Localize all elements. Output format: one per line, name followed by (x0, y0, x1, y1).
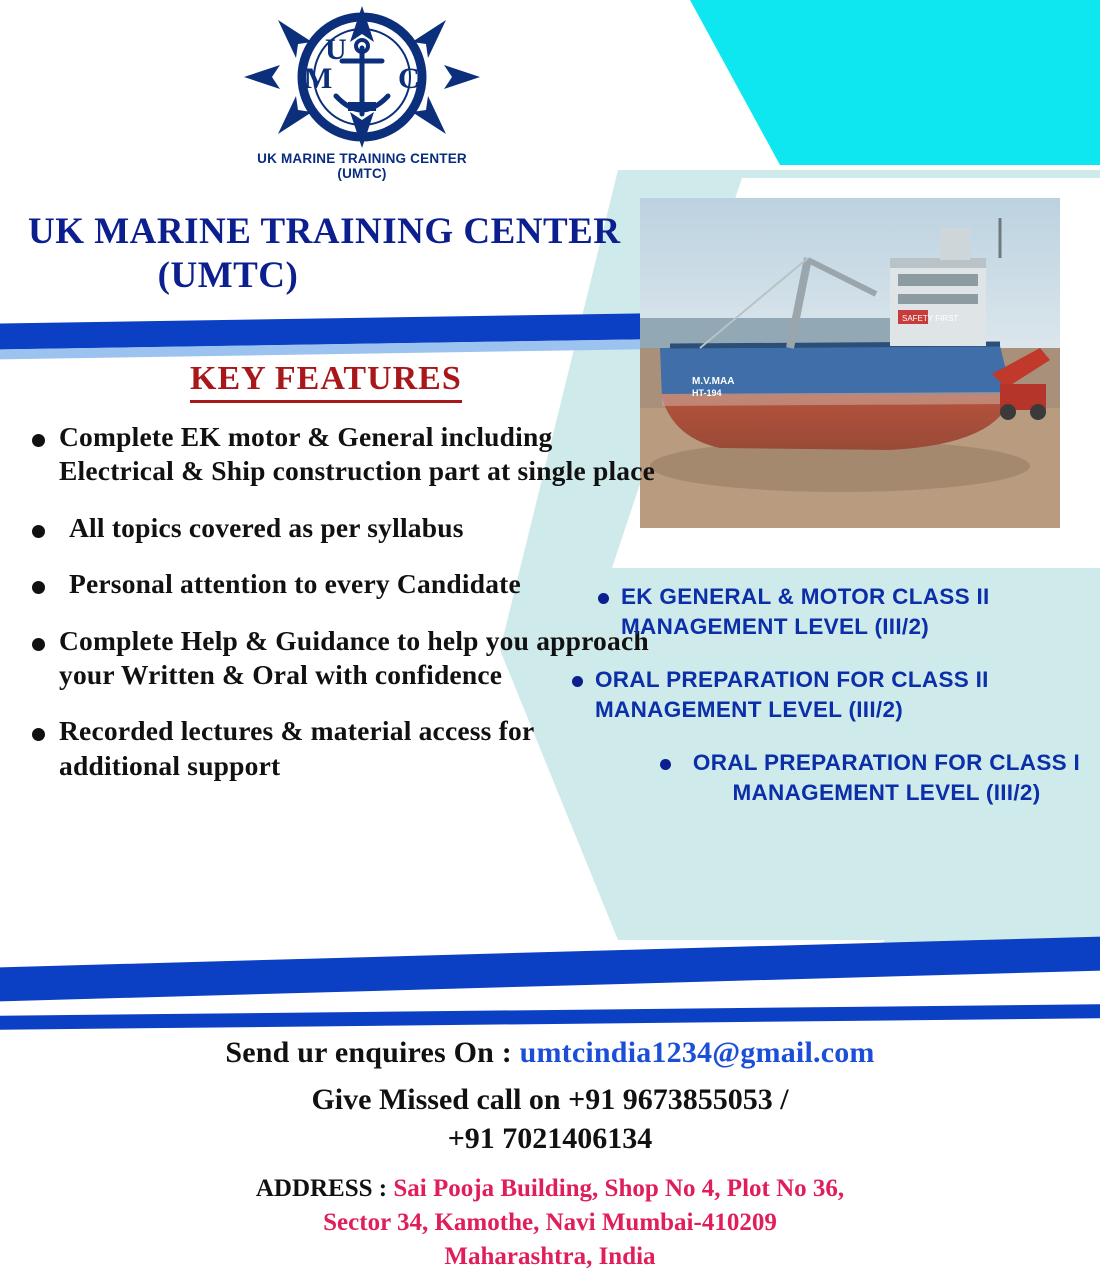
bullet-icon (32, 638, 45, 651)
address-separator: : (372, 1175, 394, 1202)
page-title-line2: (UMTC) (157, 254, 299, 296)
logo (232, 4, 492, 184)
address-line-3: Maharashtra, India (444, 1242, 656, 1270)
bullet-icon (32, 581, 45, 594)
bullet-icon (598, 593, 609, 604)
svg-text:M: M (304, 62, 333, 95)
feature-text: Complete Help & Guidance to help you approach your Written & Oral with confidence (59, 624, 649, 690)
feature-text: Complete EK motor & General including Electrical & Ship construction part at single place (59, 421, 656, 487)
blue-divider-bottom-secondary (0, 1004, 1100, 1030)
bullet-icon (32, 525, 45, 538)
missed-call-line (0, 1080, 1100, 1158)
feature-text: Recorded lectures & material access for additional support (59, 715, 534, 781)
enquiry-label: Send ur enquires On : (225, 1036, 520, 1069)
email-link[interactable]: umtcindia1234@gmail.com (519, 1036, 875, 1069)
page-title-line1: UK MARINE TRAINING CENTER (28, 211, 621, 252)
address-label: ADDRESS (255, 1175, 373, 1202)
feature-text: Personal attention to every Candidate (69, 568, 521, 600)
address-line-2: Sector 34, Kamothe, Navi Mumbai-410209 (323, 1208, 777, 1236)
svg-text:HT-194: HT-194 (692, 388, 722, 398)
feature-text: All topics covered as per syllabus (69, 511, 464, 543)
svg-text:U: U (325, 33, 347, 66)
list-item (18, 420, 658, 489)
list-item (560, 582, 1090, 643)
bullet-icon (572, 676, 583, 687)
list-item (560, 665, 1090, 726)
bullet-icon (32, 434, 45, 447)
svg-text:M.V.MAA: M.V.MAA (692, 376, 735, 387)
blue-divider-bottom (0, 936, 1100, 1001)
enquiry-line (0, 1036, 1100, 1070)
list-item (18, 511, 658, 545)
compass-anchor-logo-icon (238, 4, 486, 154)
bullet-icon (660, 759, 671, 770)
logo-caption: UK MARINE TRAINING CENTER (UMTC) (257, 151, 467, 181)
courses-list (560, 582, 1090, 830)
missed-call-line2[interactable]: +91 7021406134 (447, 1122, 653, 1155)
cyan-corner-shape (690, 0, 1100, 165)
bullet-icon (32, 728, 45, 741)
course-text: EK GENERAL & MOTOR CLASS II MANAGEMENT LEVEL (III/2) (621, 584, 990, 640)
address-line-1: Sai Pooja Building, Shop No 4, Plot No 36, (393, 1175, 845, 1202)
missed-call-line1[interactable]: Give Missed call on +91 9673855053 / (311, 1083, 789, 1116)
page-title (28, 210, 728, 297)
course-text: ORAL PREPARATION FOR CLASS II MANAGEMENT LEVEL (III/2) (595, 666, 989, 723)
svg-text:SAFETY FIRST: SAFETY FIRST (902, 314, 959, 323)
contact-block (0, 1036, 1100, 1273)
course-text: ORAL PREPARATION FOR CLASS I MANAGEMENT LEVEL (III/2) (692, 749, 1081, 805)
address-block (0, 1172, 1100, 1273)
svg-text:C: C (398, 62, 420, 95)
list-item (560, 748, 1090, 809)
section-title-key-features: KEY FEATURES (190, 360, 462, 403)
